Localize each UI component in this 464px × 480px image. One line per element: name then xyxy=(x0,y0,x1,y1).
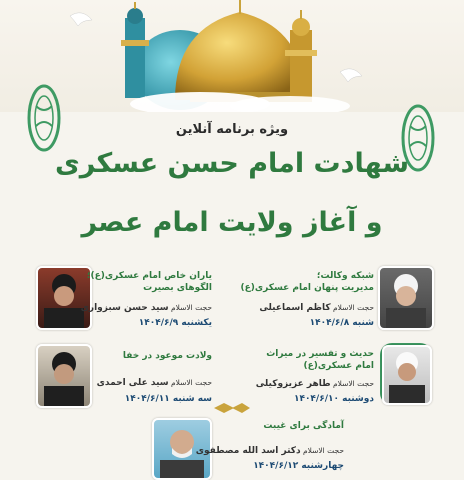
event-title-line1: شهادت امام حسن عسکری xyxy=(55,148,409,179)
speaker-photo-ahmadi xyxy=(36,344,92,408)
session1-title: شبکه وکالت؛ مدیریت پنهان امام عسکری(ع) xyxy=(240,271,374,293)
session4-title: ولادت موعود در خفا xyxy=(122,351,212,361)
speaker-photo-azizvakili xyxy=(382,345,432,405)
session3-date: دوشنبه ۱۴۰۴/۶/۱۰ xyxy=(293,394,374,404)
session1-date: شنبه ۱۴۰۴/۶/۸ xyxy=(309,318,374,328)
session5-speaker: حجت الاسلام دکتر اسد الله مصطفوی xyxy=(195,446,344,456)
session5-date: چهارشنبه ۱۴۰۴/۶/۱۲ xyxy=(253,461,344,471)
session2-title: یاران خاص امام عسکری(ع)؛ الگوهای بصیرت xyxy=(86,271,212,293)
session2-speaker: حجت الاسلام سید حسن سبزواری xyxy=(80,303,212,313)
session3-speaker: حجت الاسلام طاهر عزیزوکیلی xyxy=(255,379,374,389)
speaker-photo-esmaeili xyxy=(378,266,434,330)
session2-date: یکشنبه ۱۴۰۴/۶/۹ xyxy=(138,318,212,328)
session1-speaker: حجت الاسلام کاظم اسماعیلی xyxy=(259,303,374,313)
session5-title: آمادگی برای غیبت xyxy=(263,421,344,431)
speaker-photo-sabzevari xyxy=(36,266,92,330)
ornament-divider xyxy=(0,402,464,417)
session3-title: حدیث و تفسیر در میراث امام عسکری(ع) xyxy=(266,349,374,371)
shrine-illustration xyxy=(0,0,464,112)
session4-speaker: حجت الاسلام سید علی احمدی xyxy=(96,378,212,388)
shrine-banner xyxy=(0,0,464,112)
event-title-line2: و آغاز ولایت امام عصر xyxy=(81,207,383,238)
program-label: ویژه برنامه آنلاین xyxy=(175,122,289,137)
session4-date: سه شنبه ۱۴۰۴/۶/۱۱ xyxy=(124,394,212,404)
